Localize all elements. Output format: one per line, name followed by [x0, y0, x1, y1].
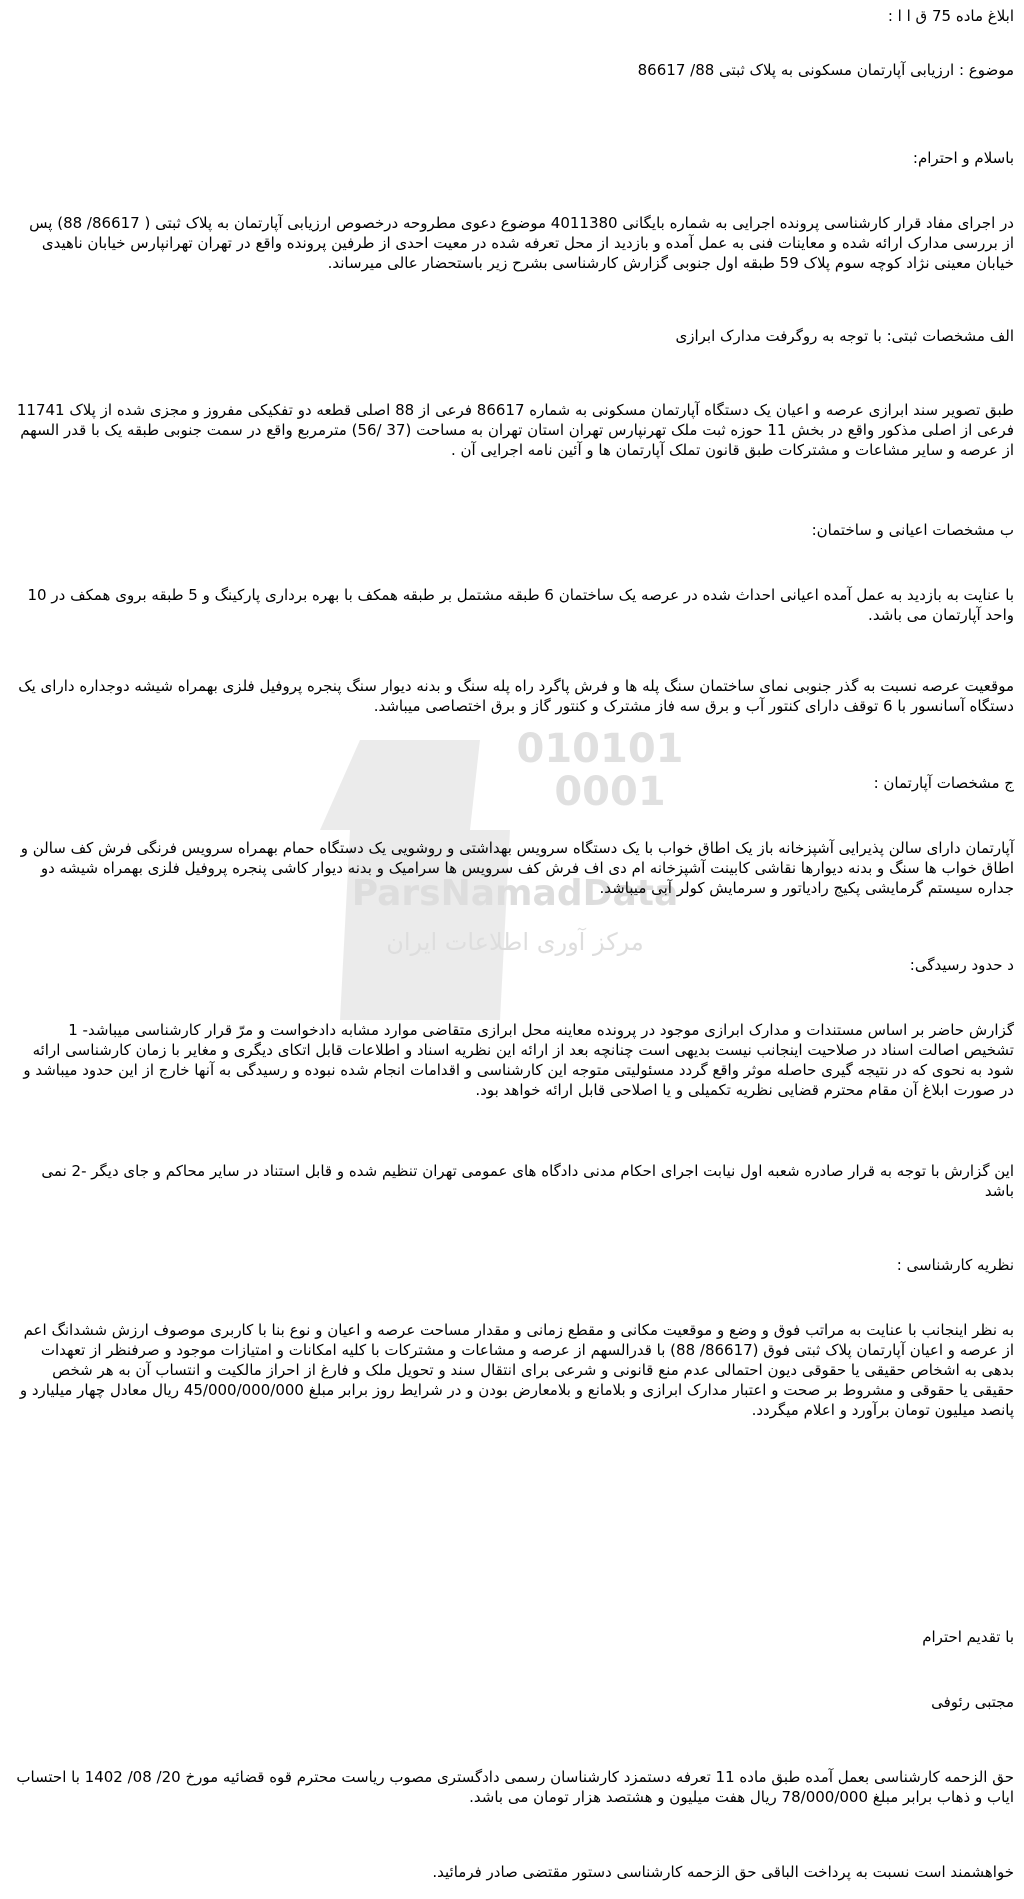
- opinion-title: نظریه کارشناسی :: [896, 1256, 1014, 1274]
- section-c-title: ج مشخصات آپارتمان :: [873, 774, 1014, 792]
- watermark-tagline: مرکز آوری اطلاعات ایران: [386, 928, 644, 956]
- signature-name: مجتبی رئوفی: [931, 1693, 1014, 1711]
- section-b-text-2: موقعیت عرصه نسبت به گذر جنوبی نمای ساختمان سنگ پله ها و فرش پاگرد راه پله سنگ و بدنه دیوار سنگ پنجره پروفیل فلزی بهمراه شیشه دوجداره دارای یک دستگاه آسانسور با 6 توقف دارای کنتور آب و برق سه فاز مشترک و کنتور گاز و برق اختصاصی میباشد.: [18, 677, 1014, 715]
- subject-line: موضوع : ارزیابی آپارتمان مسکونی به پلاک ثبتی 88/ 86617: [637, 61, 1014, 79]
- section-b-text-1: با عنایت به بازدید به عمل آمده اعیانی احداث شده در عرصه یک ساختمان 6 طبقه مشتمل بر طبقه همکف با بهره برداری پارکینگ و 5 طبقه بروی همکف در 10 واحد آپارتمان می باشد.: [27, 586, 1014, 624]
- section-d-text-1: گزارش حاضر بر اساس مستندات و مدارک ابرازی موجود در پرونده معاینه محل ابرازی متقاضی موارد مشابه دادخواست و مرّ قرار کارشناسی میباشد- 1 تشخیص اصالت اسناد در صلاحیت اینجانب نیست بدیهی است چنانچه بعد از ارائه این نظریه اسناد و اطلاعات قابل اتکای دیگری و مغایر با زمان کارشناسی ارائه شود به نحوی که در نتیجه گیری حاصله موثر واقع گردد مسئولیتی متوجه این کارشناسی و اقدامات انجام شده نبوده و رسیدگی به آنها خارج از این حدود میباشد و در صورت ابلاغ آن مقام محترم قضایی نظریه تکمیلی و یا اصلاحی قابل ارائه خواهد بود.: [23, 1021, 1014, 1099]
- greeting: باسلام و احترام:: [912, 149, 1014, 167]
- request-paragraph: خواهشمند است نسبت به پرداخت الباقی حق الزحمه کارشناسی دستور مقتضی صادر فرمائید.: [432, 1863, 1014, 1881]
- watermark-code-1: 010101: [516, 726, 684, 772]
- notice-header: ابلاغ ماده 75 ق ا ا :: [887, 7, 1014, 25]
- section-d-text-2: این گزارش با توجه به قرار صادره شعبه اول نیابت اجرای احکام مدنی دادگاه های عمومی تهران تنظیم شده و قابل استناد در سایر محاکم و جای دیگر -2 نمی باشد: [41, 1162, 1014, 1200]
- watermark-code-2: 0001: [554, 769, 666, 815]
- intro-paragraph: در اجرای مفاد قرار کارشناسی پرونده اجرایی به شماره بایگانی 4011380 موضوع دعوی مطروحه درخصوص ارزیابی آپارتمان به پلاک ثبتی ( 86617/ 88) پس از بررسی مدارک ارائه شده و معاینات فنی به عمل آمده و بازدید از محل تعرفه شده در معیت احدی از طرفین پرونده واقع در تهران تهرانپارس خیابان ناهیدی خیابان معینی نژاد کوچه سوم پلاک 59 طبقه اول جنوبی گزارش کارشناسی بشرح زیر باستحضار عالی میرساند.: [29, 214, 1014, 272]
- fee-paragraph: حق الزحمه کارشناسی بعمل آمده طبق ماده 11 تعرفه دستمزد کارشناسان رسمی دادگستری مصوب ریاست محترم قوه قضائیه مورخ 20/ 08/ 1402 با احتساب ایاب و ذهاب برابر مبلغ 78/000/000 ریال هفت میلیون و هشتصد هزار تومان می باشد.: [16, 1768, 1014, 1806]
- section-c-text: آپارتمان دارای سالن پذیرایی آشپزخانه باز یک اطاق خواب با یک دستگاه سرویس بهداشتی و روشویی یک دستگاه حمام بهمراه سرویس فرنگی فرش کف سالن و اطاق خواب ها سنگ و بدنه دیوارها نقاشی کابینت آشپزخانه ام دی اف فرش کف سرویس ها سرامیک و بدنه دیوار کاشی پنجره پروفیل فلزی بهمراه شیشه دو جداره سیستم گرمایشی پکیج رادیاتور و سرمایش کولر آبی میباشد.: [20, 839, 1014, 897]
- watermark-brand: ParsNamadData: [351, 873, 679, 914]
- section-a-text: طبق تصویر سند ابرازی عرصه و اعیان یک دستگاه آپارتمان مسکونی به شماره 86617 فرعی از 88 اصلی قطعه دو تفکیکی مفروز و مجزی شده از پلاک 11741 فرعی از اصلی مذکور واقع در بخش 11 حوزه ثبت ملک تهرنپارس تهران استان تهران به مساحت (37 /56) مترمربع واقع در سمت جنوبی طبقه یک با قدر السهم از عرصه و سایر مشاعات و مشترکات طبق قانون تملک آپارتمان ها و آئین نامه اجرایی آن .: [16, 401, 1014, 459]
- closing-line: با تقدیم احترام: [922, 1628, 1014, 1646]
- section-a-title: الف مشخصات ثبتی: با توجه به روگرفت مدارک ابرازی: [675, 327, 1014, 345]
- section-b-title: ب مشخصات اعیانی و ساختمان:: [811, 521, 1014, 539]
- opinion-text: به نظر اینجانب با عنایت به مراتب فوق و وضع و موقعیت مکانی و مقطع زمانی و مقدار مساحت عرصه و اعیان و نوع بنا با کاربری موصوف ارزش ششدانگ اعم از عرصه و اعیان آپارتمان پلاک ثبتی فوق (86617/ 88) با قدرالسهم از عرصه و مشاعات و مشترکات با کلیه امکانات و امتیازات موجود و صرفنظر از تعهدات بدهی به اشخاص حقیقی یا حقوقی دیون احتمالی عدم منع قانونی و شرعی برای انتقال سند و تحویل ملک و فارغ از احراز مالکیت و انتساب آن به هر شخص حقیقی یا حقوقی و مشروط بر صحت و اعتبار مدارک ابرازی و بلامانع و بلامعارض بودن و در شرایط روز برابر مبلغ 45/000/000/000 ریال معادل چهار میلیارد و پانصد میلیون تومان برآورد و اعلام میگردد.: [19, 1321, 1014, 1419]
- section-d-title: د حدود رسیدگی:: [909, 956, 1014, 974]
